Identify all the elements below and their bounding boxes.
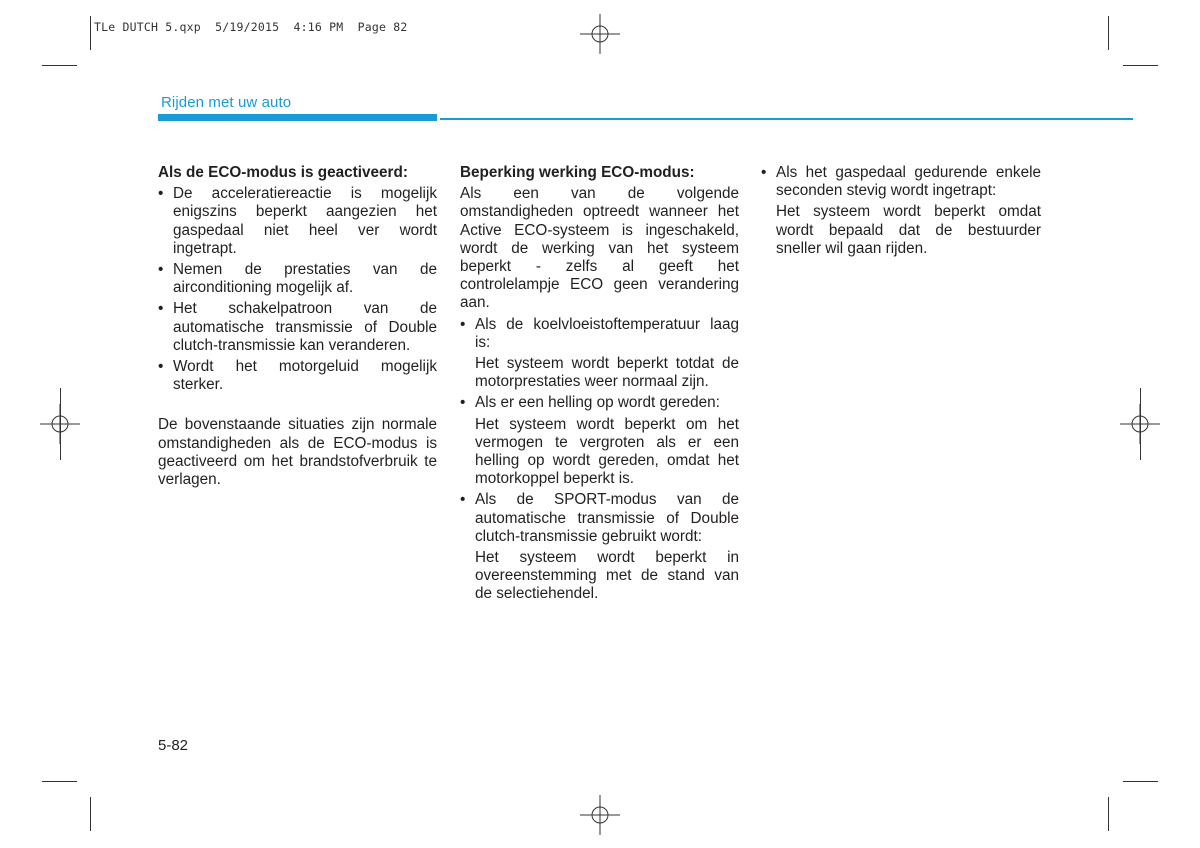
header-rule-thick xyxy=(158,114,437,121)
list-item-detail: Het systeem wordt beperkt om het vermogen te vergroten als er een helling op wordt gereden, omdat het motorkoppel beperkt is. xyxy=(475,415,739,488)
column-1-paragraph: De bovenstaande situaties zijn normale omstandigheden als de ECO-modus is geactiveerd om het brandstofverbruik te verlagen. xyxy=(158,416,437,489)
column-2 xyxy=(460,164,739,607)
list-item-detail: Het systeem wordt beperkt totdat de motorprestaties weer normaal zijn. xyxy=(475,355,739,391)
bullet-dot: • xyxy=(158,358,164,376)
list-item-text: Het schakelpatroon van de automatische transmissie of Double clutch-transmissie kan veranderen. xyxy=(173,300,437,354)
list-item-detail: Het systeem wordt beperkt in overeenstemming met de stand van de selectiehendel. xyxy=(475,549,739,603)
crop-mark xyxy=(90,16,91,50)
print-slug: TLe DUTCH 5.qxp 5/19/2015 4:16 PM Page 82 xyxy=(94,20,408,34)
bullet-dot: • xyxy=(460,394,466,412)
list-item xyxy=(158,300,437,355)
crop-mark xyxy=(1108,16,1109,50)
list-item xyxy=(761,164,1041,200)
list-item xyxy=(460,394,739,412)
list-item-text: Wordt het motorgeluid mogelijk sterker. xyxy=(173,358,437,394)
crop-mark xyxy=(1123,65,1158,66)
list-item-detail: Het systeem wordt beperkt omdat wordt bepaald dat de bestuurder sneller wil gaan rijden. xyxy=(776,203,1041,257)
column-1-heading: Als de ECO-modus is geactiveerd: xyxy=(158,164,408,181)
list-item xyxy=(158,261,437,297)
list-item-text: Als er een helling op wordt gereden: xyxy=(475,394,720,412)
bullet-dot: • xyxy=(460,491,466,509)
page-number: 5-82 xyxy=(158,737,189,754)
list-item-text: De acceleratiereactie is mogelijk enigszins beperkt aangezien het gaspedaal niet heel ver wordt ingetrapt. xyxy=(173,185,437,257)
header-rule-thin xyxy=(440,118,1133,120)
column-3 xyxy=(761,164,1041,261)
column-2-bullet-list xyxy=(460,316,739,352)
bullet-dot: • xyxy=(460,315,466,333)
crop-mark xyxy=(90,797,91,831)
crop-mark xyxy=(1123,781,1158,782)
list-item xyxy=(158,185,437,258)
list-item-text: Als het gaspedaal gedurende enkele seconden stevig wordt ingetrapt: xyxy=(776,164,1041,200)
crop-mark xyxy=(42,65,77,66)
section-title: Rijden met uw auto xyxy=(161,94,292,111)
bullet-dot: • xyxy=(158,300,164,318)
column-2-bullet-list xyxy=(460,394,739,412)
crop-mark xyxy=(42,781,77,782)
crop-mark xyxy=(60,388,61,460)
registration-mark-top xyxy=(580,14,620,54)
registration-mark-bottom xyxy=(580,795,620,835)
column-2-bullet-list xyxy=(460,491,739,546)
list-item-text: Als de koelvloeistoftemperatuur laag is: xyxy=(475,315,739,351)
bullet-dot: • xyxy=(158,261,164,279)
crop-mark xyxy=(1108,797,1109,831)
list-item-text: Als de SPORT-modus van de automatische transmissie of Double clutch-transmissie gebruikt wordt: xyxy=(475,491,739,545)
bullet-dot: • xyxy=(761,164,767,181)
list-item-text: Nemen de prestaties van de airconditioning mogelijk af. xyxy=(173,261,437,297)
column-2-heading: Beperking werking ECO-modus: xyxy=(460,164,695,181)
bullet-dot: • xyxy=(158,185,164,203)
column-2-intro: Als een van de volgende omstandigheden optreedt wanneer het Active ECO-systeem is ingeschakeld, wordt de werking van het systeem beperkt - zelfs al geeft het controlelampje ECO geen verandering aan. xyxy=(460,185,739,312)
list-item xyxy=(460,491,739,546)
column-1-bullet-list xyxy=(158,185,437,394)
crop-mark xyxy=(1140,388,1141,460)
column-3-bullet-list xyxy=(761,164,1041,200)
column-1 xyxy=(158,164,437,489)
list-item xyxy=(158,358,437,394)
list-item xyxy=(460,316,739,352)
